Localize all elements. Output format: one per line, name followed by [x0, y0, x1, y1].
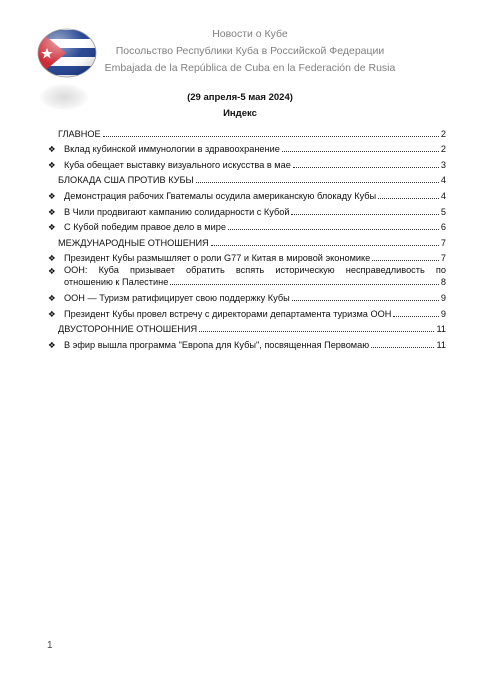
toc-item[interactable] [48, 249, 446, 265]
toc-section[interactable] [48, 171, 446, 187]
toc-title: ООН — Туризм ратифицирует свою поддержку Кубы [64, 292, 290, 303]
toc-section[interactable] [48, 320, 446, 336]
toc-title: ГЛАВНОЕ [58, 128, 101, 139]
toc-leader [199, 331, 434, 332]
toc-title: ДВУСТОРОННИЕ ОТНОШЕНИЯ [58, 324, 198, 335]
toc-page-number: 4 [440, 175, 446, 186]
toc-leader [282, 151, 439, 152]
toc-section[interactable] [48, 233, 446, 249]
toc-section[interactable] [48, 124, 446, 140]
toc-page-number: 7 [440, 253, 446, 264]
toc-page-number: 11 [436, 339, 446, 350]
toc-leader [291, 214, 438, 215]
toc-leader [211, 245, 439, 246]
toc-leader [103, 136, 439, 137]
toc-item[interactable] [48, 335, 446, 351]
toc-leader [378, 198, 439, 199]
toc-leader [393, 316, 439, 317]
toc-title-continued: отношению к Палестине [64, 277, 169, 288]
header-embassy-es: Embajada de la República de Cuba en la Federación de Rusia [104, 62, 396, 74]
toc-title: Демонстрация рабочих Гватемалы осудила американскую блокаду Кубы [64, 190, 377, 201]
diamond-bullet-icon: ❖ [48, 253, 56, 264]
period-dates: (29 апреля-5 мая 2024) [187, 92, 293, 103]
toc-page-number: 6 [440, 222, 446, 233]
toc-item[interactable] [48, 264, 446, 288]
diamond-bullet-icon: ❖ [48, 339, 56, 350]
toc-item[interactable] [48, 155, 446, 171]
toc-item[interactable] [48, 288, 446, 304]
toc-item[interactable] [48, 202, 446, 218]
toc-leader [371, 347, 434, 348]
toc-title: Вклад кубинской иммунологии в здравоохранение [64, 144, 280, 155]
toc-page-number: 9 [440, 308, 446, 319]
diamond-bullet-icon: ❖ [48, 159, 56, 170]
toc-page-number: 9 [440, 292, 446, 303]
toc-page-number: 8 [440, 277, 446, 288]
diamond-bullet-icon: ❖ [48, 190, 56, 201]
toc-title: Президент Кубы размышляет о роли G77 и Китая в мировой экономике [64, 253, 371, 264]
page-number: 1 [47, 640, 53, 651]
diamond-bullet-icon: ❖ [48, 206, 56, 217]
diamond-bullet-icon: ❖ [48, 292, 56, 303]
diamond-bullet-icon: ❖ [48, 308, 56, 319]
toc-title: С Кубой победим правое дело в мире [64, 222, 226, 233]
toc-title: ООН: Куба призывает обратить вспять историческую несправедливость по [64, 265, 446, 276]
toc-item[interactable] [48, 186, 446, 202]
toc-title: Куба обещает выставку визуального искусства в мае [64, 159, 291, 170]
toc-leader [293, 167, 439, 168]
toc-leader [292, 300, 439, 301]
toc-leader [196, 182, 439, 183]
cuban-flag-globe-icon [36, 26, 98, 80]
toc-title: БЛОКАДА США ПРОТИВ КУБЫ [58, 175, 194, 186]
header-title: Новости о Кубе [212, 28, 288, 40]
toc-title: В эфир вышла программа "Европа для Кубы", посвященная Первомаю [64, 339, 370, 350]
toc-title: В Чили продвигают кампанию солидарности с Кубой [64, 206, 290, 217]
diamond-bullet-icon: ❖ [48, 266, 56, 277]
diamond-bullet-icon: ❖ [48, 222, 56, 233]
toc-item[interactable] [48, 140, 446, 156]
index-heading: Индекс [223, 108, 257, 119]
toc-page-number: 2 [440, 128, 446, 139]
toc-leader [228, 229, 439, 230]
toc-title: МЕЖДУНАРОДНЫЕ ОТНОШЕНИЯ [58, 237, 209, 248]
toc-page-number: 7 [440, 237, 446, 248]
toc-leader [372, 260, 439, 261]
header-embassy-ru: Посольство Республики Куба в Российской Федерации [115, 45, 385, 57]
toc-page-number: 3 [440, 159, 446, 170]
toc-item[interactable] [48, 218, 446, 234]
diamond-bullet-icon: ❖ [48, 144, 56, 155]
toc-leader [170, 284, 439, 285]
toc-page-number: 2 [440, 144, 446, 155]
table-of-contents [48, 124, 446, 351]
toc-page-number: 5 [440, 206, 446, 217]
toc-page-number: 11 [436, 324, 446, 335]
toc-title: Президент Кубы провел встречу с директорами департамента туризма ООН [64, 308, 392, 319]
toc-page-number: 4 [440, 190, 446, 201]
toc-item[interactable] [48, 304, 446, 320]
